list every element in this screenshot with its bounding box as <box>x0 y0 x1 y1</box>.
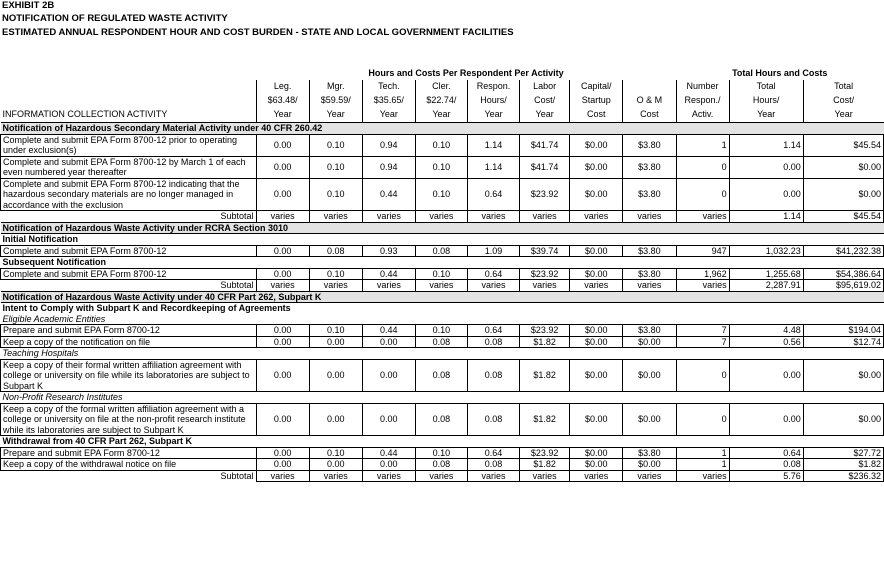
table-cell: $45.54 <box>803 211 883 223</box>
subtotal-label: Subtotal <box>1 280 257 292</box>
table-cell: 1.09 <box>467 245 519 257</box>
table-cell: $27.72 <box>803 447 883 459</box>
column-header-row-3 <box>1 108 884 123</box>
table-cell: $41,232.38 <box>803 245 883 257</box>
table-cell: 0.00 <box>309 359 362 392</box>
table-cell: $95,619.02 <box>803 280 883 292</box>
column-header-activity <box>1 94 257 108</box>
table-cell: varies <box>520 280 570 292</box>
table-row <box>1 156 884 178</box>
table-cell: $0.00 <box>570 178 623 211</box>
row-label: Notification of Hazardous Secondary Material Activity under 40 CFR 260.42 <box>1 123 884 135</box>
table-cell: $54,386.64 <box>803 268 883 280</box>
table-cell: 1.14 <box>467 156 519 178</box>
table-cell: varies <box>256 470 309 482</box>
table-cell: 0.64 <box>467 178 519 211</box>
table-cell: $41.74 <box>520 134 570 156</box>
table-cell: 0.00 <box>256 156 309 178</box>
table-cell: 0.44 <box>362 178 415 211</box>
table-cell: 0.94 <box>362 134 415 156</box>
table-cell: $0.00 <box>570 459 623 471</box>
column-header-row-2 <box>1 94 884 108</box>
column-header-cell <box>623 80 676 94</box>
group-total: Total Hours and Costs <box>732 68 828 78</box>
table-cell: $3.80 <box>623 134 676 156</box>
activity-label: Complete and submit EPA Form 8700-12 prior to operating under exclusion(s) <box>1 134 257 156</box>
table-cell: $0.00 <box>803 359 883 392</box>
table-cell: $23.92 <box>520 268 570 280</box>
table-cell: varies <box>415 280 467 292</box>
subsection-header-row <box>1 234 884 246</box>
table-row <box>1 359 884 392</box>
table-cell: 0.08 <box>729 459 803 471</box>
table-cell: 947 <box>676 245 729 257</box>
column-header-cell: $59.59/ <box>309 94 362 108</box>
table-cell: $0.00 <box>570 403 623 436</box>
table-cell: 0.64 <box>729 447 803 459</box>
category-row <box>1 348 884 360</box>
table-cell: varies <box>309 470 362 482</box>
activity-label: Keep a copy of the withdrawal notice on file <box>1 459 257 471</box>
table-body <box>1 123 884 482</box>
table-cell: varies <box>570 211 623 223</box>
table-cell: 0.00 <box>256 336 309 348</box>
table-cell: 0.00 <box>256 134 309 156</box>
table-cell: 0.08 <box>415 359 467 392</box>
table-cell: $0.00 <box>570 245 623 257</box>
table-cell: 0.10 <box>309 268 362 280</box>
column-group-header-row <box>1 67 884 80</box>
column-header-cell: Cost <box>623 108 676 123</box>
table-cell: $0.00 <box>570 447 623 459</box>
table-cell: varies <box>309 211 362 223</box>
table-cell: 0 <box>676 178 729 211</box>
table-cell: 0.00 <box>256 403 309 436</box>
table-cell: 0.08 <box>415 336 467 348</box>
table-row <box>1 459 884 471</box>
column-header-cell: Cost/ <box>520 94 570 108</box>
table-cell: 0.10 <box>415 325 467 337</box>
table-cell: $0.00 <box>570 359 623 392</box>
section-header-row <box>1 123 884 135</box>
table-cell: 0.00 <box>362 459 415 471</box>
table-cell: 1.14 <box>467 134 519 156</box>
table-cell: varies <box>676 280 729 292</box>
table-cell: 0.08 <box>467 359 519 392</box>
table-cell: 0.10 <box>309 156 362 178</box>
table-cell: varies <box>676 211 729 223</box>
table-cell: 0.93 <box>362 245 415 257</box>
table-cell: varies <box>362 470 415 482</box>
burden-table <box>0 67 884 482</box>
table-cell: $0.00 <box>803 156 883 178</box>
table-cell: 0.08 <box>467 403 519 436</box>
table-cell: 0.00 <box>362 359 415 392</box>
table-cell: varies <box>309 280 362 292</box>
table-cell: 0.08 <box>467 336 519 348</box>
category-row <box>1 314 884 325</box>
table-cell: varies <box>467 470 519 482</box>
table-cell: 0.10 <box>415 447 467 459</box>
table-cell: varies <box>623 211 676 223</box>
table-cell: 1,962 <box>676 268 729 280</box>
document-subtitle: ESTIMATED ANNUAL RESPONDENT HOUR AND COST BURDEN - STATE AND LOCAL GOVERNMENT FACILITIES <box>2 27 514 38</box>
column-header-cell: O & M <box>623 94 676 108</box>
table-cell: varies <box>362 280 415 292</box>
column-header-cell: Year <box>803 108 883 123</box>
table-cell: $39.74 <box>520 245 570 257</box>
table-row <box>1 325 884 337</box>
table-cell: $3.80 <box>623 178 676 211</box>
subsection-header-row <box>1 436 884 448</box>
table-cell: 0.00 <box>729 359 803 392</box>
table-cell: 0.00 <box>309 459 362 471</box>
column-header-cell: Respon./ <box>676 94 729 108</box>
activity-label: Complete and submit EPA Form 8700-12 <box>1 245 257 257</box>
table-cell: 4.48 <box>729 325 803 337</box>
column-header-cell: Year <box>362 108 415 123</box>
table-cell: varies <box>467 211 519 223</box>
table-cell: varies <box>623 470 676 482</box>
activity-label: Keep a copy of the formal written affiliation agreement with a college or university on file at the non-profit research institute while its laboratories are subject to Subpart K <box>1 403 257 436</box>
column-header-cell: Cler. <box>415 80 467 94</box>
table-cell: 0.94 <box>362 156 415 178</box>
table-cell: $236.32 <box>803 470 883 482</box>
column-header-cell: Capital/ <box>570 80 623 94</box>
table-cell: 0.56 <box>729 336 803 348</box>
column-header-cell: Year <box>309 108 362 123</box>
table-cell: varies <box>415 470 467 482</box>
table-cell: 2,287.91 <box>729 280 803 292</box>
table-cell: varies <box>623 280 676 292</box>
column-header-cell: Year <box>520 108 570 123</box>
row-label: Eligible Academic Entities <box>2 313 106 324</box>
table-cell: varies <box>520 470 570 482</box>
row-label: Notification of Hazardous Waste Activity under 40 CFR Part 262, Subpart K <box>1 291 884 303</box>
table-cell: varies <box>467 280 519 292</box>
table-cell: 0.08 <box>415 459 467 471</box>
table-cell: 0.10 <box>415 178 467 211</box>
table-row <box>1 336 884 348</box>
table-cell: $0.00 <box>623 403 676 436</box>
table-cell: 0.10 <box>415 268 467 280</box>
activity-label: Prepare and submit EPA Form 8700-12 <box>1 325 257 337</box>
column-header-cell: $35.65/ <box>362 94 415 108</box>
table-cell: 5.76 <box>729 470 803 482</box>
table-row <box>1 245 884 257</box>
table-cell: 0.08 <box>415 403 467 436</box>
column-header-cell: Mgr. <box>309 80 362 94</box>
activity-label: Prepare and submit EPA Form 8700-12 <box>1 447 257 459</box>
table-cell: 0.10 <box>309 447 362 459</box>
table-cell: 1.14 <box>729 134 803 156</box>
table-cell: 0.08 <box>309 245 362 257</box>
table-cell: $1.82 <box>520 403 570 436</box>
table-cell: 0.00 <box>256 178 309 211</box>
table-cell: $3.80 <box>623 268 676 280</box>
activity-label: Complete and submit EPA Form 8700-12 indicating that the hazardous secondary materials are no longer managed in accordance with the exclusion <box>1 178 257 211</box>
section-header-row <box>1 222 884 234</box>
table-cell: $23.92 <box>520 325 570 337</box>
table-row <box>1 134 884 156</box>
table-cell: varies <box>676 470 729 482</box>
column-header-cell: $22.74/ <box>415 94 467 108</box>
table-cell: 0 <box>676 359 729 392</box>
table-cell: $0.00 <box>803 403 883 436</box>
column-header-cell: Cost/ <box>803 94 883 108</box>
column-header-cell: Tech. <box>362 80 415 94</box>
table-cell: $0.00 <box>570 156 623 178</box>
table-cell: 0.00 <box>729 403 803 436</box>
table-cell: $0.00 <box>623 459 676 471</box>
subtotal-row <box>1 470 884 482</box>
table-cell: 0.64 <box>467 268 519 280</box>
column-header-cell: Hours/ <box>729 94 803 108</box>
table-cell: $23.92 <box>520 178 570 211</box>
group-per-respondent: Hours and Costs Per Respondent Per Activity <box>368 68 564 78</box>
activity-label: Keep a copy of their formal written affiliation agreement with college or university on file while its laboratories are subject to Subpart K <box>1 359 257 392</box>
table-cell: 0.64 <box>467 447 519 459</box>
table-cell: 0.00 <box>309 403 362 436</box>
table-cell: $1.82 <box>803 459 883 471</box>
document-title: NOTIFICATION OF REGULATED WASTE ACTIVITY <box>2 13 228 24</box>
table-cell: 0 <box>676 403 729 436</box>
table-cell: varies <box>256 211 309 223</box>
column-header-cell: Year <box>256 108 309 123</box>
column-header-cell: Hours/ <box>467 94 519 108</box>
table-cell: varies <box>570 470 623 482</box>
table-cell: 0.00 <box>256 268 309 280</box>
column-header-cell: Startup <box>570 94 623 108</box>
table-cell: $12.74 <box>803 336 883 348</box>
table-cell: 0.00 <box>256 245 309 257</box>
table-cell: 7 <box>676 325 729 337</box>
column-header-activity <box>1 80 257 94</box>
subtotal-row <box>1 280 884 292</box>
table-cell: $0.00 <box>570 325 623 337</box>
table-cell: $194.04 <box>803 325 883 337</box>
table-cell: varies <box>415 211 467 223</box>
column-header-cell: Year <box>729 108 803 123</box>
table-cell: $0.00 <box>623 359 676 392</box>
table-cell: 0.00 <box>256 459 309 471</box>
table-cell: $0.00 <box>803 178 883 211</box>
activity-label: Complete and submit EPA Form 8700-12 by March 1 of each even numbered year thereafter <box>1 156 257 178</box>
row-label: Teaching Hospitals <box>2 348 79 358</box>
table-cell: $1.82 <box>520 359 570 392</box>
table-cell: 0.10 <box>309 178 362 211</box>
column-header-activity: INFORMATION COLLECTION ACTIVITY <box>1 108 257 123</box>
column-header-row-1 <box>1 80 884 94</box>
table-cell: 0.44 <box>362 447 415 459</box>
table-cell: varies <box>570 280 623 292</box>
table-cell: $3.80 <box>623 447 676 459</box>
column-header-cell: Total <box>803 80 883 94</box>
column-header-cell: Cost <box>570 108 623 123</box>
table-cell: $1.82 <box>520 336 570 348</box>
table-cell: $0.00 <box>623 336 676 348</box>
table-cell: 0.00 <box>256 447 309 459</box>
table-cell: 0.10 <box>309 134 362 156</box>
table-cell: 0.00 <box>362 336 415 348</box>
subsection-header-row <box>1 257 884 269</box>
table-cell: $23.92 <box>520 447 570 459</box>
column-header-cell: Labor <box>520 80 570 94</box>
column-header-cell: Activ. <box>676 108 729 123</box>
table-cell: 1 <box>676 459 729 471</box>
row-label: Notification of Hazardous Waste Activity under RCRA Section 3010 <box>1 222 884 234</box>
subtotal-label: Subtotal <box>1 211 257 223</box>
table-row <box>1 268 884 280</box>
table-cell: 0.44 <box>362 325 415 337</box>
table-cell: varies <box>520 211 570 223</box>
table-cell: 0.10 <box>309 325 362 337</box>
table-cell: 0.00 <box>309 336 362 348</box>
table-cell: 7 <box>676 336 729 348</box>
table-cell: $3.80 <box>623 156 676 178</box>
table-cell: varies <box>256 280 309 292</box>
table-cell: 0.44 <box>362 268 415 280</box>
table-cell: $1.82 <box>520 459 570 471</box>
table-cell: $3.80 <box>623 245 676 257</box>
table-cell: 0.00 <box>729 178 803 211</box>
subsection-header-row <box>1 303 884 314</box>
activity-label: Complete and submit EPA Form 8700-12 <box>1 268 257 280</box>
table-cell: 1,255.68 <box>729 268 803 280</box>
table-cell: 0.08 <box>415 245 467 257</box>
table-cell: 1.14 <box>729 211 803 223</box>
table-cell: $45.54 <box>803 134 883 156</box>
table-cell: varies <box>362 211 415 223</box>
table-cell: $0.00 <box>570 336 623 348</box>
table-cell: 1 <box>676 134 729 156</box>
row-label: Non-Profit Research Institutes <box>2 392 123 402</box>
column-header-cell: $63.48/ <box>256 94 309 108</box>
table-cell: 0.00 <box>362 403 415 436</box>
row-label: Initial Notification <box>2 234 78 244</box>
column-header-cell: Number <box>676 80 729 94</box>
table-cell: $0.00 <box>570 268 623 280</box>
table-cell: 0.00 <box>256 325 309 337</box>
table-cell: 0.00 <box>256 359 309 392</box>
table-row <box>1 403 884 436</box>
row-label: Withdrawal from 40 CFR Part 262, Subpart K <box>2 436 192 446</box>
column-header-cell: Year <box>467 108 519 123</box>
section-header-row <box>1 291 884 303</box>
table-cell: 1 <box>676 447 729 459</box>
table-cell: $41.74 <box>520 156 570 178</box>
column-header-cell: Leg. <box>256 80 309 94</box>
subtotal-label: Subtotal <box>1 470 257 482</box>
table-cell: 0.10 <box>415 134 467 156</box>
table-row <box>1 178 884 211</box>
table-cell: $3.80 <box>623 325 676 337</box>
table-cell: 0.00 <box>729 156 803 178</box>
table-cell: 1,032.23 <box>729 245 803 257</box>
table-cell: 0.08 <box>467 459 519 471</box>
column-header-cell: Respon. <box>467 80 519 94</box>
subtotal-row <box>1 211 884 223</box>
column-header-cell: Total <box>729 80 803 94</box>
row-label: Intent to Comply with Subpart K and Recordkeeping of Agreements <box>2 303 291 313</box>
table-cell: 0.64 <box>467 325 519 337</box>
column-header-cell: Year <box>415 108 467 123</box>
category-row <box>1 392 884 404</box>
exhibit-label: EXHIBIT 2B <box>2 0 55 11</box>
table-cell: 0.10 <box>415 156 467 178</box>
table-cell: $0.00 <box>570 134 623 156</box>
row-label: Subsequent Notification <box>2 257 106 267</box>
table-cell: 0 <box>676 156 729 178</box>
activity-label: Keep a copy of the notification on file <box>1 336 257 348</box>
table-row <box>1 447 884 459</box>
